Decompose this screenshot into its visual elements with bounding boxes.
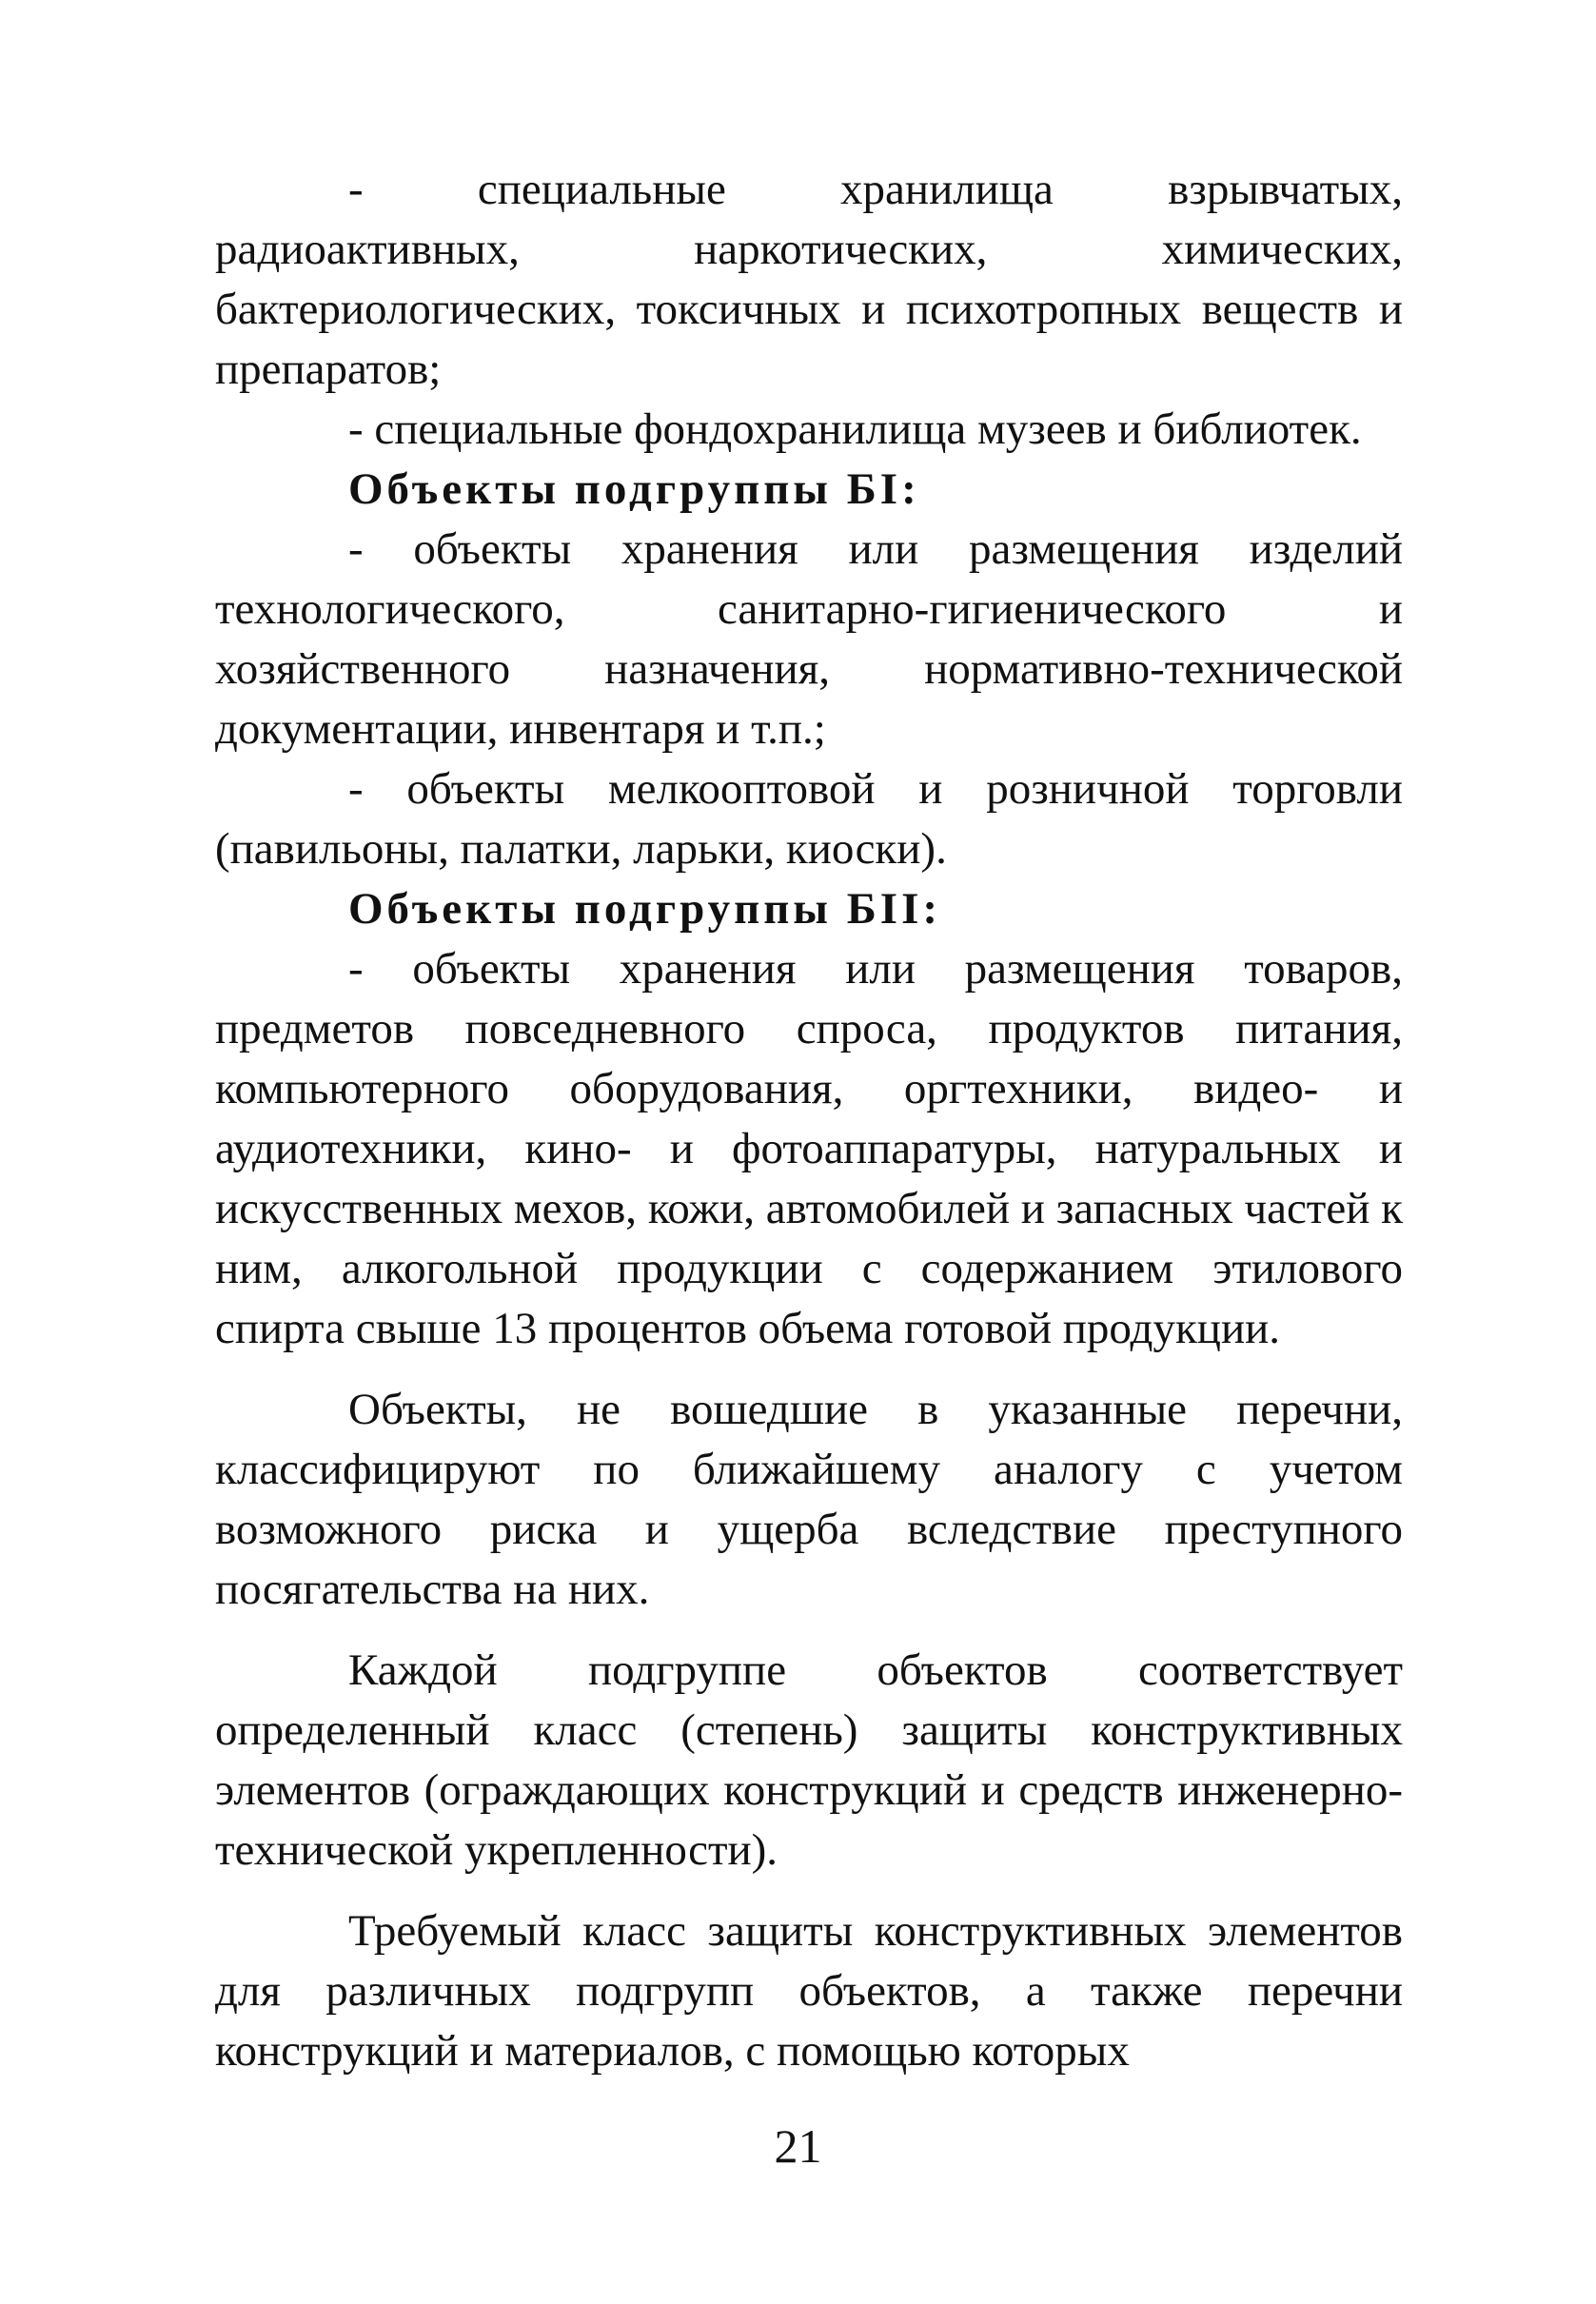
heading-subgroup-b1: Объекты подгруппы БI: bbox=[348, 464, 920, 514]
paragraph-unlisted-objects: Объекты, не вошедшие в указанные перечни, классифицируют по ближайшему аналогу с учетом возможного риска и ущерба вследствие преступного посягательства на них. bbox=[215, 1385, 1403, 1614]
paragraph-b1-storage: - объекты хранения или размещения изделий технологического, санитарно-гигиенического и хозяйственного назначения, нормативно-технической документации, инвентаря и т.п.; bbox=[215, 524, 1403, 754]
heading-subgroup-b2: Объекты подгруппы БII: bbox=[348, 884, 942, 934]
paragraph-protection-class: Каждой подгруппе объектов соответствует определенный класс (степень) защиты конструктивных элементов (ограждающих конструкций и средств инженерно-технической укрепленности). bbox=[215, 1645, 1403, 1875]
paragraph-museum-storage: - специальные фондохранилища музеев и библиотек. bbox=[348, 404, 1362, 454]
paragraph-hazardous-storage: - специальные хранилища взрывчатых, радиоактивных, наркотических, химических, бактериологических, токсичных и психотропных веществ и препаратов; bbox=[215, 165, 1403, 394]
paragraph-required-class: Требуемый класс защиты конструктивных элементов для различных подгрупп объектов, а также перечни конструкций и материалов, с помощью которых bbox=[215, 1906, 1403, 2076]
page-number: 21 bbox=[774, 2119, 822, 2173]
paragraph-b1-retail: - объекты мелкооптовой и розничной торговли (павильоны, палатки, ларьки, киоски). bbox=[215, 764, 1403, 874]
page-body bbox=[215, 160, 1403, 2081]
paragraph-b2-storage: - объекты хранения или размещения товаров, предметов повседневного спроса, продуктов питания, компьютерного оборудования, оргтехники, видео- и аудиотехники, кино- и фотоаппаратуры, натуральных и искусственных мехов, кожи, автомобилей и запасных частей к ним, алкогольной продукции с содержанием этилового спирта свыше 13 процентов объема готовой продукции. bbox=[215, 944, 1403, 1353]
